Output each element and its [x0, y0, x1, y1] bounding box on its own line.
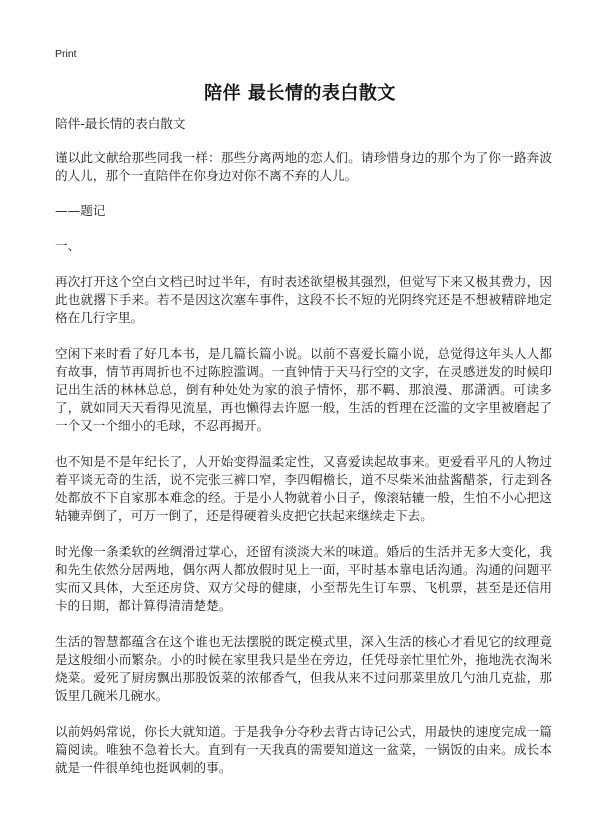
section-heading: 一、 — [55, 238, 81, 253]
dedication-paragraph: 谨以此文献给那些同我一样：那些分离两地的恋人们。请珍惜身边的那个为了你一路奔波的人儿，那个一直陪伴在你身边对你不离不弃的人儿。 — [55, 150, 552, 183]
article-body — [55, 115, 552, 795]
body-paragraph: 再次打开这个空白文档已时过半年，有时表述欲望极其强烈，但觉写下来又极其费力，因此也就撂下手来。若不是因这次塞车事件，这段不长不短的光阴终究还是不想被精辟地定格在几行字里。 — [55, 274, 552, 325]
page-title: 陪伴 最长情的表白散文 — [204, 83, 396, 104]
body-paragraph: 以前妈妈常说，你长大就知道。于是我争分夺秒去背古诗记公式，用最快的速度完成一篇篇阅读。唯独不急着长大。直到有一天我真的需要知道这一盆菜，一锅饭的由来。成长本就是一件很单纯也挺讽刺的事。 — [55, 724, 552, 775]
body-paragraph: 空闲下来时看了好几本书，是几篇长篇小说。以前不喜爱长篇小说，总觉得这年头人人都有故事，情节再周折也不过陈腔滥调。一直钟情于天马行空的文字，在灵感迸发的时候印记出生活的林林总总，倒有种处处为家的浪子情怀，那不羁、那浪漫、那潇洒。可读多了，就如同天天看得见流星，再也懒得去许愿一般，生活的哲理在泛滥的文字里被磨起了一个又一个细小的毛球，不忍再揭开。 — [55, 346, 552, 433]
body-paragraph: 也不知是不是年纪长了，人开始变得温柔定性，又喜爱读起故事来。更爱看平凡的人物过着平谈无奇的生活，说不完张三裤口窄，李四帽檐长，道不尽柴米油盐酱醋茶，行走到各处都放不下自家那本难念的经。于是小人物就着小日子，像滚轱辘一般，生怕不小心把这轱辘弄倒了，可万一倒了，还是得硬着头皮把它扶起来继续走下去。 — [55, 454, 552, 523]
body-paragraph: 时光像一条柔软的丝绸滑过掌心，还留有淡淡大米的味道。婚后的生活并无多大变化，我和先生依然分居两地，偶尔两人都放假时见上一面，平时基本靠电话沟通。沟通的问题平实而又具体，大至还房贷、双方父母的健康，小至帮先生订车票、飞机票，甚至是还信用卡的日期，都计算得清清楚楚。 — [55, 544, 552, 613]
print-link[interactable]: Print — [55, 48, 77, 60]
epigraph-signature: ——题记 — [55, 203, 106, 218]
article-subtitle: 陪伴-最长情的表白散文 — [55, 116, 186, 131]
body-paragraph: 生活的智慧都蕴含在这个谁也无法摆脱的既定模式里，深入生活的核心才看见它的纹理竟是这般细小而繁杂。小的时候在家里我只是坐在旁边，任凭母亲忙里忙外，拖地洗衣淘米烧菜。爱死了厨房飘出那股饭菜的浓郁香气，但我从来不过问那菜里放几勺油几克盐，那饭里几碗米几碗水。 — [55, 634, 552, 703]
